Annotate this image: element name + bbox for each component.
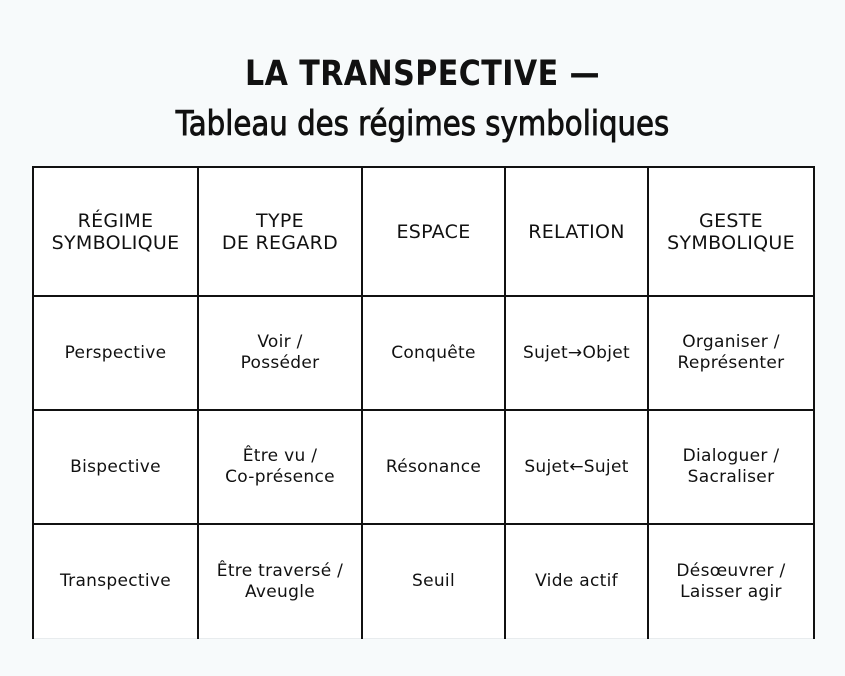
page-title: LA TRANSPECTIVE — [244, 54, 601, 94]
header-type-de-regard: TYPE DE REGARD [198, 167, 362, 296]
table-cell: Organiser / Représenter [648, 296, 814, 410]
header-regime-symbolique: RÉGIME SYMBOLIQUE [33, 167, 198, 296]
table-cell: Conquête [362, 296, 505, 410]
table-cell: Sujet→Objet [505, 296, 648, 410]
table-cell: Dialoguer / Sacraliser [648, 410, 814, 524]
page-subtitle: Tableau des régimes symboliques [175, 104, 670, 144]
title-block [0, 52, 845, 146]
table-cell: Transpective [33, 524, 198, 638]
table-row [33, 524, 814, 638]
header-relation: RELATION [505, 167, 648, 296]
table-row [33, 410, 814, 524]
table-cell: Résonance [362, 410, 505, 524]
table-cell: Être traversé / Aveugle [198, 524, 362, 638]
table-cell: Voir / Posséder [198, 296, 362, 410]
table-cell: Désœuvrer / Laisser agir [648, 524, 814, 638]
table-row [33, 296, 814, 410]
table-cell: Être vu / Co-présence [198, 410, 362, 524]
table-cell: Seuil [362, 524, 505, 638]
table-cell: Bispective [33, 410, 198, 524]
header-geste-symbolique: GESTE SYMBOLIQUE [648, 167, 814, 296]
table-cell: Perspective [33, 296, 198, 410]
table-cell: Vide actif [505, 524, 648, 638]
table-header-row [33, 167, 814, 296]
header-espace: ESPACE [362, 167, 505, 296]
table-cell: Sujet←Sujet [505, 410, 648, 524]
regimes-table [32, 166, 815, 639]
